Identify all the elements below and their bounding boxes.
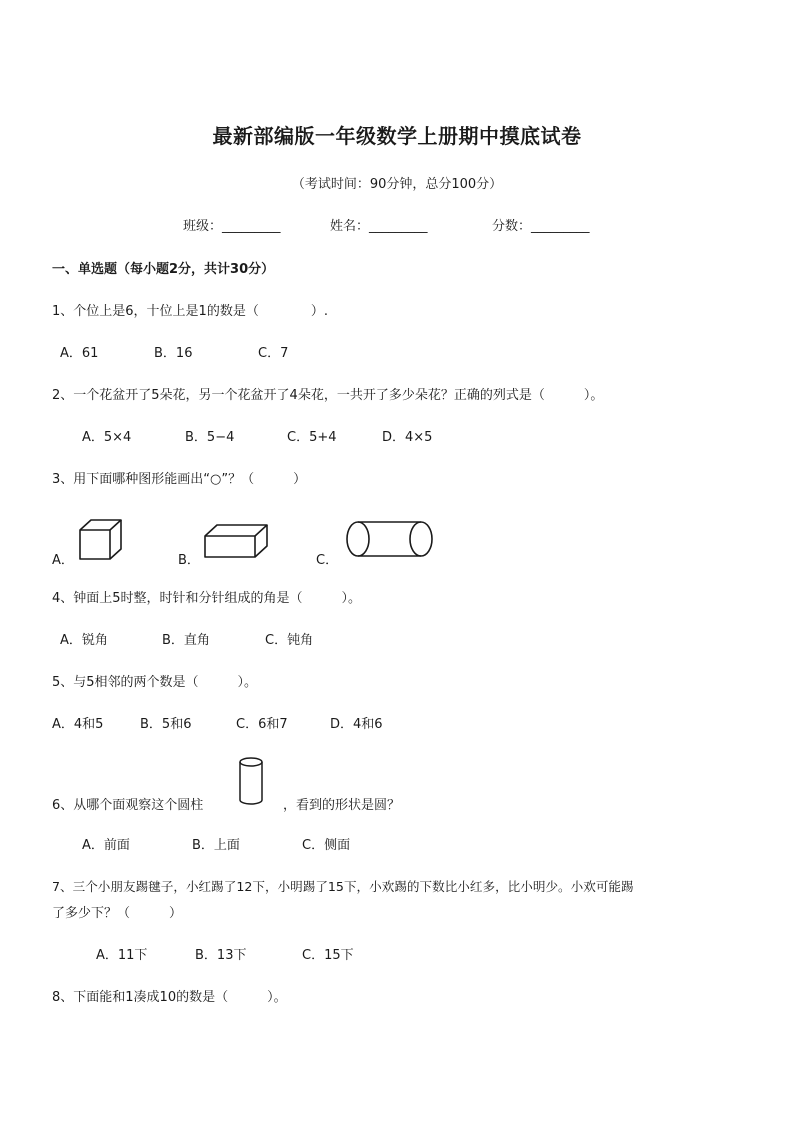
page-title: 最新部编版一年级数学上册期中摸底试卷 bbox=[212, 124, 582, 148]
exam-subtitle: （考试时间：90分钟，总分100分） bbox=[291, 177, 503, 192]
question-5: 5、与5相邻的两个数是（ ）。 bbox=[52, 675, 258, 690]
name-field: 姓名：_________ bbox=[330, 219, 428, 234]
q4-option-b: B．直角 bbox=[162, 633, 210, 648]
q6-option-a: A．前面 bbox=[82, 838, 130, 853]
q2-option-b: B．5−4 bbox=[185, 430, 235, 445]
q5-option-a: A．4和5 bbox=[52, 717, 104, 732]
question-7-line2: 了多少下？（ ） bbox=[52, 906, 183, 921]
question-7-line1: 7、三个小朋友踢毽子，小红踢了12下，小明踢了15下，小欢踢的下数比小红多，比小明少。小欢可能踢 bbox=[52, 879, 634, 894]
q6-option-b: B．上面 bbox=[192, 838, 240, 853]
q4-option-a: A．锐角 bbox=[60, 633, 108, 648]
q6-option-c: C．侧面 bbox=[302, 838, 351, 853]
section-heading: 一、单选题（每小题2分，共计30分） bbox=[52, 262, 275, 277]
cuboid-icon bbox=[203, 523, 271, 559]
q7-option-b: B．13下 bbox=[195, 948, 247, 963]
q2-option-c: C．5+4 bbox=[287, 430, 337, 445]
q5-option-c: C．6和7 bbox=[236, 717, 288, 732]
cube-icon bbox=[78, 518, 126, 562]
cylinder-vertical-icon bbox=[238, 756, 266, 808]
q4-option-c: C．钝角 bbox=[265, 633, 314, 648]
question-2: 2、一个花盆开了5朵花，另一个花盆开了4朵花，一共开了多少朵花？正确的列式是（ ）。 bbox=[52, 388, 604, 403]
class-field: 班级：_________ bbox=[183, 219, 281, 234]
q5-option-d: D．4和6 bbox=[330, 717, 383, 732]
q7-option-c: C．15下 bbox=[302, 948, 354, 963]
score-field: 分数：_________ bbox=[492, 219, 590, 234]
q2-option-d: D．4×5 bbox=[382, 430, 433, 445]
question-1: 1、个位上是6，十位上是1的数是（ ）. bbox=[52, 304, 328, 319]
question-6-after: ，看到的形状是圆？ bbox=[283, 798, 401, 813]
q3-option-a: A． bbox=[52, 553, 74, 568]
question-4: 4、钟面上5时整，时针和分针组成的角是（ ）。 bbox=[52, 591, 362, 606]
q1-option-b: B．16 bbox=[154, 346, 193, 361]
question-3: 3、用下面哪种图形能画出“○”？（ ） bbox=[52, 472, 307, 487]
q3-option-c: C． bbox=[316, 553, 339, 568]
q7-option-a: A．11下 bbox=[96, 948, 148, 963]
q1-option-c: C．7 bbox=[258, 346, 289, 361]
question-6-before: 6、从哪个面观察这个圆柱 bbox=[52, 798, 204, 813]
cylinder-horizontal-icon bbox=[345, 520, 435, 560]
q3-option-b: B． bbox=[178, 553, 200, 568]
q2-option-a: A．5×4 bbox=[82, 430, 132, 445]
q1-option-a: A．61 bbox=[60, 346, 99, 361]
question-8: 8、下面能和1凑成10的数是（ ）。 bbox=[52, 990, 287, 1005]
q5-option-b: B．5和6 bbox=[140, 717, 192, 732]
